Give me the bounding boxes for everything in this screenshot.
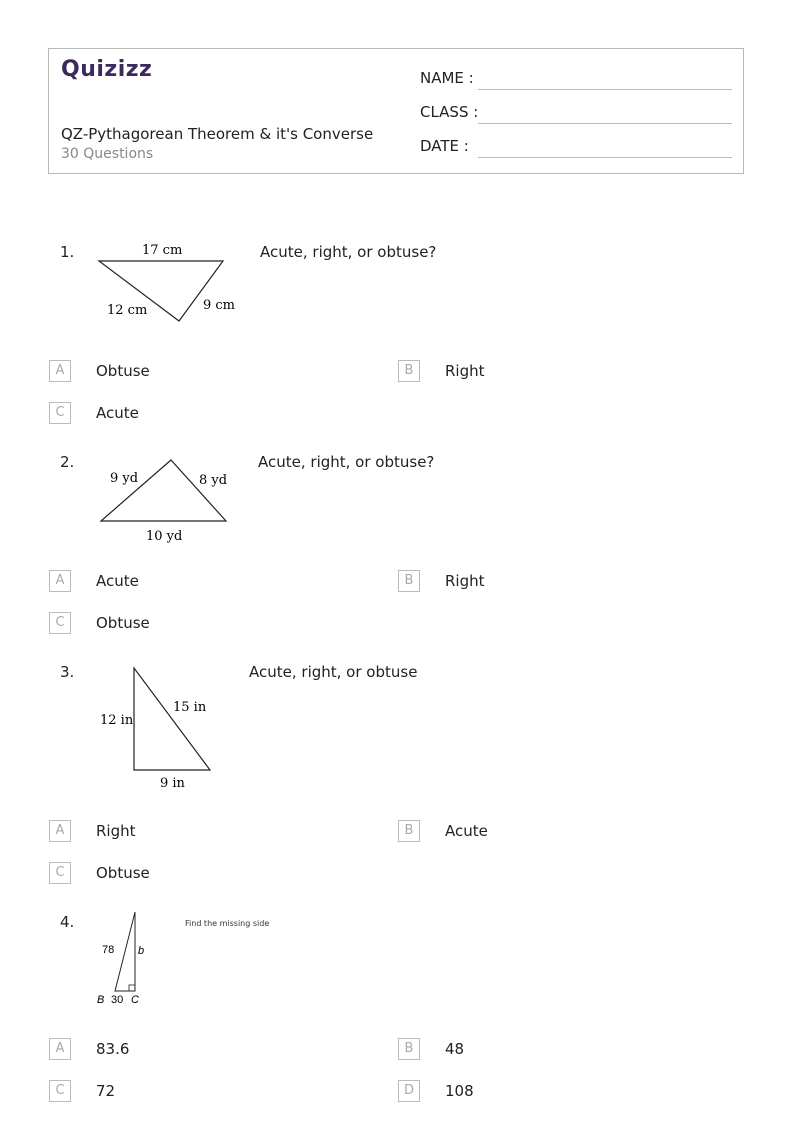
option-letter-b[interactable]: B: [398, 1038, 420, 1060]
quizizz-logo: Quizizz: [61, 57, 153, 82]
date-field[interactable]: [478, 157, 732, 158]
option-text[interactable]: Right: [445, 362, 485, 380]
name-field[interactable]: [478, 89, 732, 90]
triangle-figure-3: [90, 660, 250, 795]
figure-label: 17 cm: [142, 243, 183, 258]
option-letter-d[interactable]: D: [398, 1080, 420, 1102]
worksheet-title: QZ-Pythagorean Theorem & it's Converse: [61, 125, 374, 143]
figure-label: 9 yd: [110, 471, 139, 486]
class-field[interactable]: [478, 123, 732, 124]
option-letter-a[interactable]: A: [49, 1038, 71, 1060]
right-angle-marker: [129, 985, 135, 991]
option-letter-c[interactable]: C: [49, 862, 71, 884]
option-letter-c[interactable]: C: [49, 612, 71, 634]
question-text: Acute, right, or obtuse: [249, 663, 418, 681]
figure-label: 30: [111, 994, 124, 1006]
figure-label: 78: [102, 944, 115, 956]
figure-label: b: [138, 945, 145, 957]
worksheet-header: [48, 48, 744, 174]
figure-label: 12 in: [100, 713, 134, 728]
triangle-figure-2: [90, 450, 250, 550]
question-number: 4.: [60, 913, 75, 931]
figure-label: 15 in: [173, 700, 207, 715]
triangle-figure-1: [90, 236, 250, 331]
option-letter-a[interactable]: A: [49, 570, 71, 592]
figure-label: 10 yd: [146, 529, 183, 544]
option-text[interactable]: Acute: [96, 404, 139, 422]
option-text[interactable]: Acute: [96, 572, 139, 590]
option-letter-b[interactable]: B: [398, 820, 420, 842]
option-text[interactable]: Obtuse: [96, 864, 150, 882]
option-letter-a[interactable]: A: [49, 820, 71, 842]
option-text[interactable]: Right: [96, 822, 136, 840]
question-count: 30 Questions: [61, 146, 154, 162]
figure-label: 9 in: [160, 776, 185, 791]
option-text[interactable]: 48: [445, 1040, 465, 1058]
option-text[interactable]: Acute: [445, 822, 488, 840]
question-text: Acute, right, or obtuse?: [258, 453, 435, 471]
triangle-shape: [134, 668, 210, 770]
class-label: CLASS :: [420, 103, 479, 121]
question-number: 1.: [60, 243, 75, 261]
triangle-figure-4: [90, 905, 170, 1010]
triangle-shape: [115, 912, 135, 991]
question-text: Acute, right, or obtuse?: [260, 243, 437, 261]
question-number: 3.: [60, 663, 75, 681]
option-text[interactable]: Right: [445, 572, 485, 590]
figure-label: 8 yd: [199, 473, 228, 488]
option-letter-b[interactable]: B: [398, 570, 420, 592]
option-text[interactable]: Obtuse: [96, 614, 150, 632]
option-letter-a[interactable]: A: [49, 360, 71, 382]
option-text[interactable]: 108: [445, 1082, 474, 1100]
question-number: 2.: [60, 453, 75, 471]
option-text[interactable]: 83.6: [96, 1040, 130, 1058]
option-letter-c[interactable]: C: [49, 1080, 71, 1102]
figure-label: 12 cm: [107, 303, 148, 318]
option-text[interactable]: Obtuse: [96, 362, 150, 380]
option-letter-b[interactable]: B: [398, 360, 420, 382]
option-text[interactable]: 72: [96, 1082, 116, 1100]
figure-label: C: [131, 994, 139, 1006]
option-letter-c[interactable]: C: [49, 402, 71, 424]
triangle-shape: [101, 460, 226, 521]
name-label: NAME :: [420, 69, 474, 87]
figure-label: B: [97, 994, 105, 1006]
question-text: Find the missing side: [185, 919, 270, 928]
date-label: DATE :: [420, 137, 469, 155]
figure-label: 9 cm: [203, 298, 236, 313]
